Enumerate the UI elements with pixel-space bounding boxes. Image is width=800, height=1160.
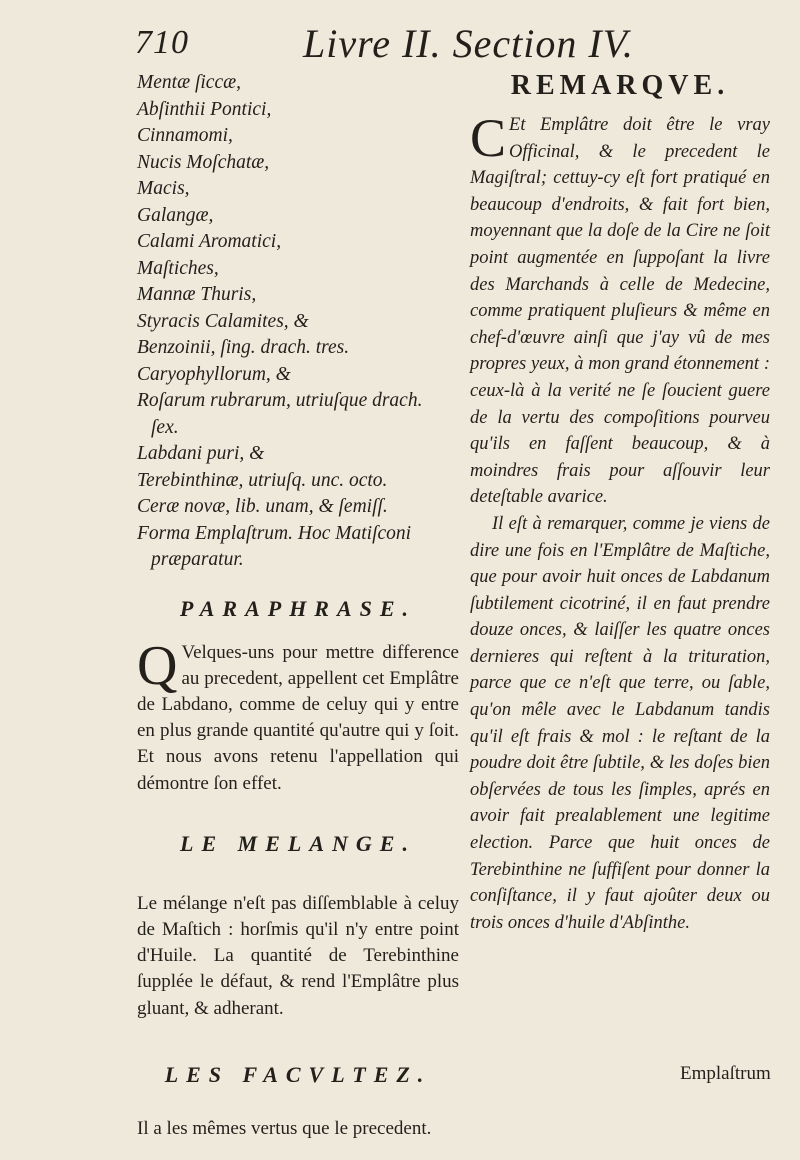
paraphrase-heading: PARAPHRASE. (179, 595, 417, 621)
ingredient-line: Macis, (137, 178, 190, 199)
running-head: Livre II. Section IV. (303, 21, 634, 66)
ingredient-line: Styracis Calamites, & (137, 310, 309, 332)
ingredient-line: Forma Emplaſtrum. Hoc Matiſconi (137, 522, 412, 544)
remarque-dropcap: C (470, 108, 507, 168)
ingredient-line: præparatur. (151, 549, 244, 570)
ingredient-line: Ceræ novæ, lib. unam, & ſemiſſ. (137, 496, 388, 517)
remarque-heading: REMARQVE. (510, 70, 730, 101)
ingredient-line: Galangæ, (137, 204, 214, 226)
paraphrase-text (137, 634, 459, 797)
page-number: 710 (135, 24, 189, 61)
ingredient-line: Mannæ Thuris, (137, 284, 257, 305)
page-header (135, 18, 755, 64)
ingredient-line: Calami Aromatici, (137, 231, 282, 252)
melange-text: Le mélange n'eſt pas diſſemblable à celuy de Maſtich : horſmis qu'il n'y entre point d'Huile. La quantité de Terebinthine ſupplée le défaut, & rend l'Emplâtre plus gluant, & adherant. (137, 892, 459, 1019)
right-column (470, 70, 770, 936)
remarque-para-1 (470, 108, 770, 511)
ingredient-line: Terebinthinæ, utriuſq. unc. octo. (137, 469, 388, 491)
ingredient-line: Abſinthii Pontici, (137, 98, 272, 120)
melange-heading: LE MELANGE. (180, 830, 416, 856)
left-column (137, 70, 459, 1142)
ingredient-line: Labdani puri, & (137, 443, 265, 464)
ingredient-list (137, 70, 459, 574)
paraphrase-body: Velques-uns pour mettre difference au precedent, appellent cet Emplâtre de Labdano, comme de celuy qui y entre en plus grande quantité qu'autre qui y ſoit. Et nous avons retenu l'appellation qui démontre ſon effet. (137, 641, 459, 794)
ingredient-line: Caryophyllorum, & (137, 363, 291, 385)
ingredient-line: ſex. (151, 416, 179, 438)
paraphrase-dropcap: Q (137, 634, 178, 697)
ingredient-line: Maſtiches, (137, 257, 219, 279)
ingredient-line: Cinnamomi, (137, 125, 233, 146)
catchword: Emplaſtrum (680, 1063, 771, 1084)
facultez-text: Il a les mêmes vertus que le precedent. (137, 1117, 432, 1139)
ingredient-line: Roſarum rubrarum, utriuſque drach. (137, 390, 423, 411)
remarque-para-2: Il eſt à remarquer, comme je viens de dire une fois en l'Emplâtre de Maſtiche, que pour avoir huit onces de Labdanum ſubtilement cicotriné, il en faut prendre douze onces, & laiſſer les quatre onces dernieres qui reſtent à la trituration, parce que ce n'eſt que terre, ou ſable, qu'on mêle avec le Labdanum tandis qu'il eſt frais & mol : le reſtant de la poudre doit être ſubtile, & les doſes bien obſervées de tous les ſimples, aprés en avoir fait prealablement une legitime election. Parce que huit onces de Terebinthine ne ſuffiſent pour donner la conſiſtance, il y faut ajoûter deux ou trois onces d'huile d'Abſinthe. (470, 513, 770, 933)
ingredient-line: Nucis Moſchatæ, (137, 151, 270, 173)
facultez-heading: LES FACVLTEZ. (164, 1061, 432, 1087)
ingredient-line: Mentæ ſiccæ, (137, 72, 241, 93)
remarque-para-1-body: Et Emplâtre doit être le vray Officinal, & le precedent le Magiſtral; cettuy-cy eſt fort pratiqué en beaucoup d'endroits, & fait fort bien, moyennant que la doſe de la Cire ne ſoit point augmentée en ſuppoſant la livre des Marchands à celle de Medecine, comme pratiquent pluſieurs & même en chef-d'œuvre ainſi que j'ay vû de mes propres yeux, à mon grand étonnement : ceux-là à la verité ne ſe ſoucient guere de la vertu des compoſitions pourveu qu'ils en faſſent beaucoup, & à moindres frais pour aſſouvir leur deteſtable avarice. (470, 115, 770, 508)
ingredient-line: Benzoinii, ſing. drach. tres. (137, 337, 350, 358)
